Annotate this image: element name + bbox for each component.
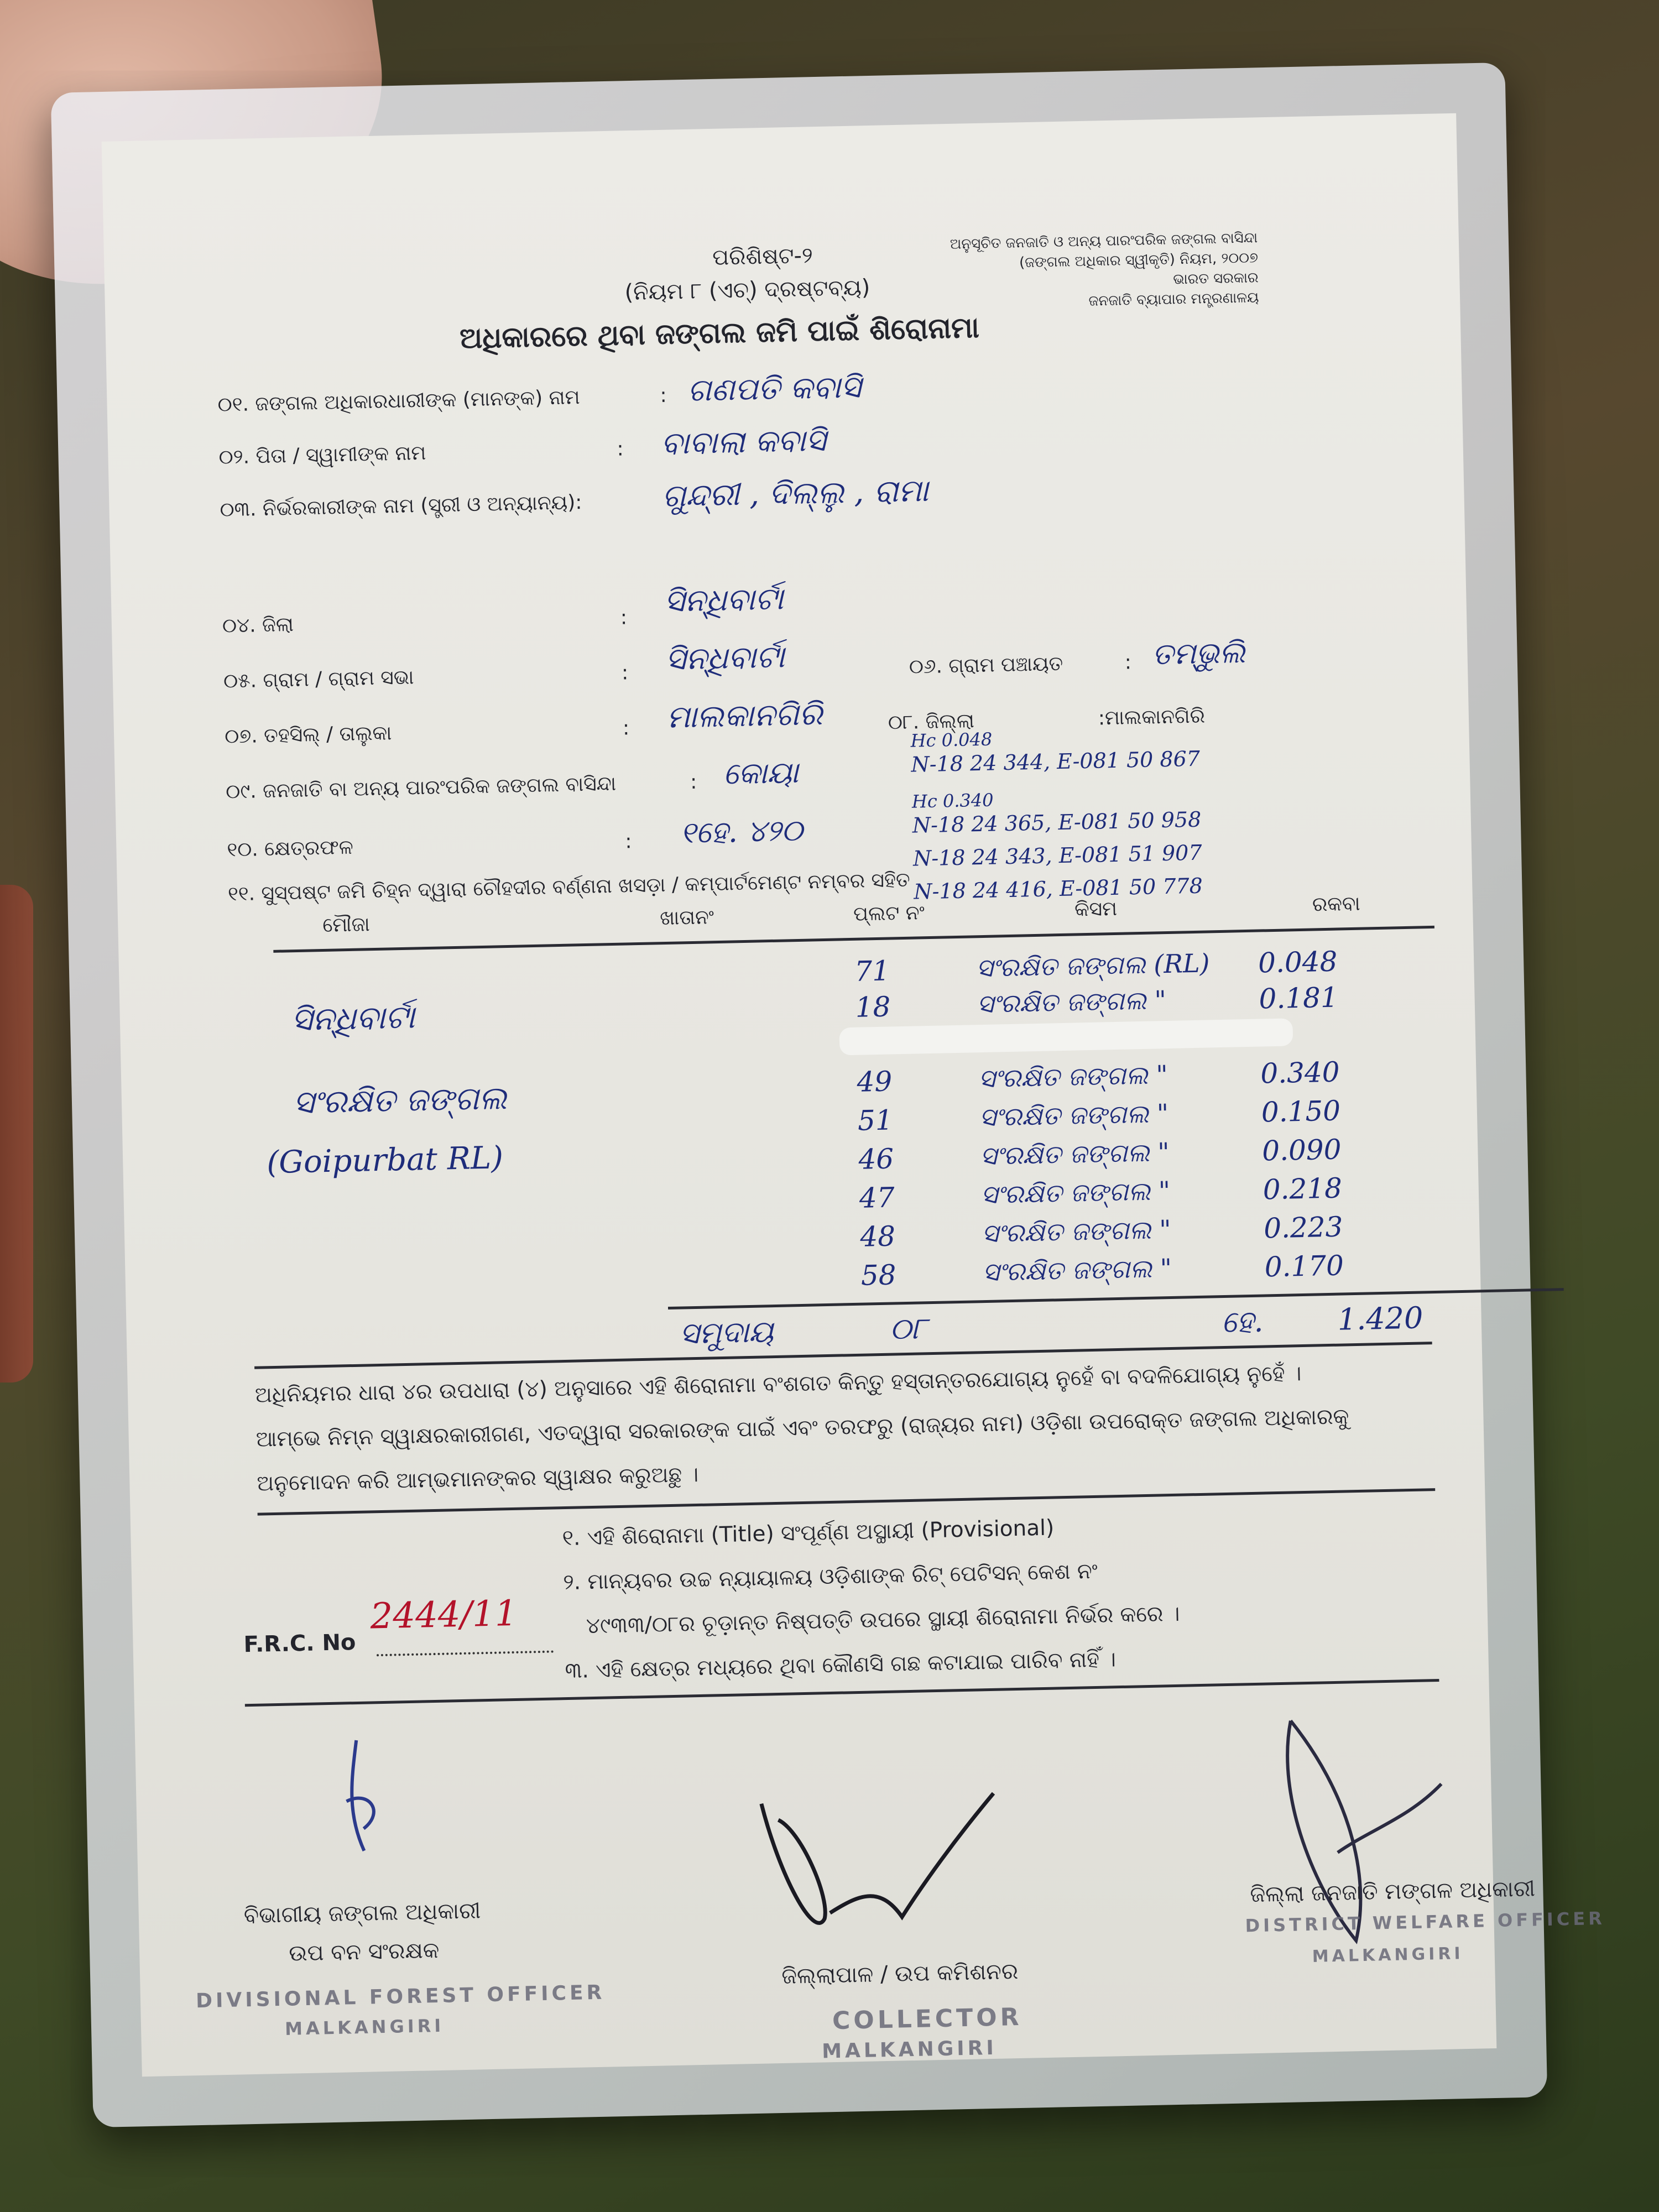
collector-signature (744, 1782, 1014, 1964)
notes-bottom-rule (245, 1679, 1439, 1707)
rule-reference: (ନିୟମ ୮ (ଏଚ୍) ଦ୍ରଷ୍ଟବ୍ୟ) (624, 274, 870, 306)
holding-thumb (0, 885, 33, 1383)
table-cell-plot: 48 (859, 1220, 896, 1253)
colon: : (617, 437, 624, 461)
table-cell-area: 0.340 (1260, 1056, 1340, 1090)
table-cell-kisam: ସଂରକ୍ଷିତ ଜଙ୍ଗଲ (RL) (975, 948, 1210, 983)
total-area-label: ହେ. (1221, 1303, 1264, 1340)
declaration-line: ଅନୁମୋଦନ କରି ଆମ୍ଭମାନଙ୍କର ସ୍ୱାକ୍ଷର କରୁଅଛୁ । (257, 1462, 699, 1496)
field-value-dependents: ଗୁନ୍ଦ୍ରୀ , ଦିଲ୍ଲୁ , ରାମା (661, 472, 929, 514)
stamp-dfo: DIVISIONAL FOREST OFFICER (195, 1981, 606, 2013)
coord-line: N-18 24 343, E-081 51 907 (912, 840, 1202, 871)
table-cell-plot: 58 (860, 1259, 897, 1292)
field-value-district: :ମାଲକାନଗିରି (1098, 705, 1206, 730)
frc-label: F.R.C. No (243, 1630, 356, 1658)
colon: : (690, 770, 697, 794)
declaration-line: ଅଧିନିୟମର ଧାରା ୪ର ଉପଧାରା (୪) ଅନୁସାରେ ଏହି ଶିରୋନାମା ବଂଶଗତ କିନ୍ତୁ ହସ୍ତାନ୍ତରଯୋଗ୍ୟ ନୁହେଁ ବା ବଦଳିଯୋଗ୍ୟ ନୁହେଁ । (254, 1361, 1302, 1408)
coord-line: N-18 24 365, E-081 50 958 (912, 807, 1202, 838)
note-line: ୪୯୩୩/୦୮ର ଚୂଡ଼ାନ୍ତ ନିଷ୍ପତ୍ତି ଉପରେ ସ୍ଥାୟୀ ଶିରୋନାମା ନିର୍ଭର କରେ । (586, 1601, 1180, 1639)
table-header-khata: ଖାତାନଂ (659, 906, 714, 930)
signatory-left-subtitle: ଉପ ବନ ସଂରକ୍ଷକ (288, 1937, 440, 1966)
note-line: ୨. ମାନ୍ୟବର ଉଚ୍ଚ ନ୍ୟାୟାଳୟ ଓଡ଼ିଶାଙ୍କ ରିଟ୍ ପେଟିସନ୍ କେଶ ନଂ (562, 1558, 1098, 1595)
field-label-4: ୦୪. ଜିଲା (222, 613, 294, 638)
table-header-kisam: କିସମ (1074, 897, 1118, 921)
coord-line: N-18 24 416, E-081 50 778 (913, 873, 1203, 904)
coord-line: Hc 0.048 (910, 728, 993, 752)
header-right-line: ଅନୁସୂଚିତ ଜନଜାତି ଓ ଅନ୍ୟ ପାରଂପରିକ ଜଙ୍ଗଲ ବାସିନ୍ଦା (950, 229, 1258, 253)
field-value-holder: ଗଣପତି କବାସି (687, 369, 862, 409)
colon: : (624, 830, 632, 853)
field-value-area: ୧ହେ. ୪୨୦ (680, 812, 804, 851)
field-label-area: ୧୦. କ୍ଷେତ୍ରଫଳ (227, 836, 354, 862)
colon: : (620, 606, 628, 629)
total-area: 1.420 (1337, 1300, 1423, 1337)
colon: : (1124, 651, 1132, 674)
table-cell-area: 0.218 (1262, 1172, 1343, 1206)
field-value-tahsil: ମାଲକାନଗିରି (666, 696, 823, 735)
stamp-collector: COLLECTOR (832, 2002, 1022, 2036)
table-cell-plot: 71 (854, 954, 890, 988)
field-value-4: ସିନ୍ଧିବାର୍ଟା (664, 581, 784, 619)
colon: : (660, 384, 667, 407)
mouza-name: ସିନ୍ଧିବାର୍ଟା (291, 998, 415, 1039)
field-value-tribe: କୋୟା (723, 754, 799, 791)
signatory-right-title: ଜିଲ୍ଲା ଜନଜାତି ମଙ୍ଗଳ ଅଧିକାରୀ (1249, 1876, 1536, 1908)
stamp-welfare: DISTRICT WELFARE OFFICER (1245, 1907, 1606, 1937)
field-label-dependents: ୦୩. ନିର୍ଭରକାରୀଙ୍କ ନାମ (ସ୍ତ୍ରୀ ଓ ଅନ୍ୟାନ୍ୟ): (220, 491, 582, 521)
table-cell-kisam: ସଂରକ୍ଷିତ ଜଙ୍ଗଲ " (979, 1137, 1170, 1171)
coord-line: N-18 24 344, E-081 50 867 (911, 746, 1201, 777)
coord-line: Hc 0.340 (911, 789, 994, 812)
header-right-block (950, 228, 1259, 314)
table-cell-area: 0.048 (1258, 945, 1338, 979)
item-11-label: ୧୧. ସୁସ୍ପଷ୍ଟ ଜମି ଚିହ୍ନ ଦ୍ୱାରା ଚୌହଦୀର ବର୍ଣ୍ଣନା ଖସଡ଼ା / କମ୍ପାର୍ଟମେଣ୍ଟ ନମ୍ବର ସହିତ (227, 868, 911, 906)
table-total-rule (668, 1288, 1564, 1310)
table-cell-area: 0.170 (1264, 1249, 1344, 1284)
table-header-mouza: ମୌଜା (322, 913, 371, 937)
header-right-line: (ଜଙ୍ଗଲ ଅଧିକାର ସ୍ୱୀକୃତି) ନିୟମ, ୨୦୦୭ (1019, 249, 1259, 272)
title-document (102, 113, 1606, 2077)
table-cell-area: 0.223 (1263, 1211, 1343, 1245)
frc-dotted-line (377, 1651, 554, 1657)
header-right-line: ଭାରତ ସରକାର (1173, 269, 1259, 288)
table-cell-area: 0.181 (1258, 981, 1339, 1015)
document-title: ଅଧିକାରରେ ଥିବା ଜଙ୍ଗଲ ଜମି ପାଇଁ ଶିରୋନାମା (459, 311, 980, 356)
field-label-tribe: ୦୯. ଜନଜାତି ବା ଅନ୍ୟ ପାରଂପରିକ ଜଙ୍ଗଲ ବାସିନ୍ଦା (225, 772, 617, 804)
colon: : (622, 717, 630, 740)
field-value-village: ସିନ୍ଧିବାର୍ଟା (665, 639, 785, 677)
table-cell-area: 0.090 (1261, 1133, 1342, 1167)
table-cell-area: 0.150 (1261, 1094, 1341, 1129)
table-cell-plot: 49 (856, 1065, 893, 1098)
field-value-father: ବାବାଲା କବାସି (660, 422, 827, 462)
mouza-forest-type: ସଂରକ୍ଷିତ ଜଙ୍ଗଲ (293, 1079, 508, 1121)
header-right-line: ଜନଜାତି ବ୍ୟାପାର ମନ୍ତ୍ରଣାଳୟ (1088, 289, 1259, 310)
field-label-panchayat: ୦୬. ଗ୍ରାମ ପଞ୍ଚାୟତ (909, 652, 1063, 679)
declaration-line: ଆମ୍ଭେ ନିମ୍ନ ସ୍ୱାକ୍ଷରକାରୀଗଣ, ଏତଦ୍ୱାରା ସରକାରଙ୍କ ପାଇଁ ଏବଂ ତରଫରୁ (ରାଜ୍ୟର ନାମ) ଓଡ଼ିଶା ଉପରୋକ୍ତ ଜଙ୍ଗଲ ଅଧିକାରକୁ (255, 1404, 1349, 1452)
whiteout-patch (839, 1018, 1293, 1055)
table-cell-kisam: ସଂରକ୍ଷିତ ଜଙ୍ଗଲ " (977, 985, 1167, 1019)
table-cell-kisam: ସଂରକ୍ଷିତ ଜଙ୍ଗଲ " (982, 1253, 1172, 1287)
forest-officer-signature (312, 1734, 425, 1869)
table-cell-kisam: ସଂରକ୍ଷିତ ଜଙ୍ଗଲ " (980, 1175, 1171, 1210)
field-label-district: ୦୮. ଜିଲ୍ଲା (888, 709, 975, 734)
table-cell-plot: 46 (858, 1142, 894, 1176)
signatory-left-title: ବିଭାଗୀୟ ଜଙ୍ଗଲ ଅଧିକାରୀ (243, 1898, 481, 1929)
frc-number: 2444/11 (369, 1593, 518, 1637)
total-label: ସମୁଦାୟ (679, 1314, 774, 1351)
annex-number: ପରିଶିଷ୍ଟ-୨ (712, 243, 813, 270)
table-header-plot: ପ୍ଲଟ ନଂ (853, 901, 925, 926)
table-cell-kisam: ସଂରକ୍ଷିତ ଜଙ୍ଗଲ " (979, 1098, 1169, 1133)
field-value-panchayat: ତମ୍ଭୁଲି (1151, 634, 1246, 672)
plastic-sleeve (51, 62, 1606, 2127)
stamp-collector-place: MALKANGIRI (821, 2036, 998, 2063)
field-label-holder: ୦୧. ଜଙ୍ଗଲ ଅଧିକାରଧାରୀଙ୍କ (ମାନଙ୍କ) ନାମ (217, 386, 580, 416)
note-line: ୩. ଏହି କ୍ଷେତ୍ର ମଧ୍ୟରେ ଥିବା କୌଣସି ଗଛ କଟାଯାଇ ପାରିବ ନାହିଁ । (565, 1647, 1117, 1684)
field-label-father: ୦୨. ପିତା / ସ୍ୱାମୀଙ୍କ ନାମ (218, 441, 426, 469)
total-plot-count: ୦୮ (889, 1311, 927, 1347)
stamp-dfo-place: MALKANGIRI (284, 2015, 445, 2039)
field-label-tahsil: ୦୭. ତହସିଲ୍ / ତାଲୁକା (224, 722, 392, 748)
mouza-forest-name: (Goipurbat RL) (266, 1140, 504, 1181)
colon: : (621, 661, 629, 685)
stamp-welfare-place: MALKANGIRI (1312, 1944, 1464, 1966)
table-cell-plot: 51 (857, 1104, 894, 1137)
table-cell-kisam: ସଂରକ୍ଷିତ ଜଙ୍ଗଲ " (978, 1060, 1168, 1094)
table-cell-plot: 18 (855, 990, 891, 1024)
table-cell-kisam: ସଂରକ୍ଷିତ ଜଙ୍ଗଲ " (981, 1214, 1172, 1249)
note-line: ୧. ଏହି ଶିରୋନାମା (Title) ସଂପୂର୍ଣ୍ଣ ଅସ୍ଥାୟୀ (Provisional) (562, 1515, 1055, 1551)
signatory-center-title: ଜିଲ୍ଲାପାଳ / ଉପ କମିଶନର (781, 1959, 1019, 1990)
table-cell-plot: 47 (859, 1181, 895, 1214)
table-header-area: ରକବା (1312, 892, 1361, 916)
field-label-village: ୦୫. ଗ୍ରାମ / ଗ୍ରାମ ସଭା (223, 666, 414, 693)
